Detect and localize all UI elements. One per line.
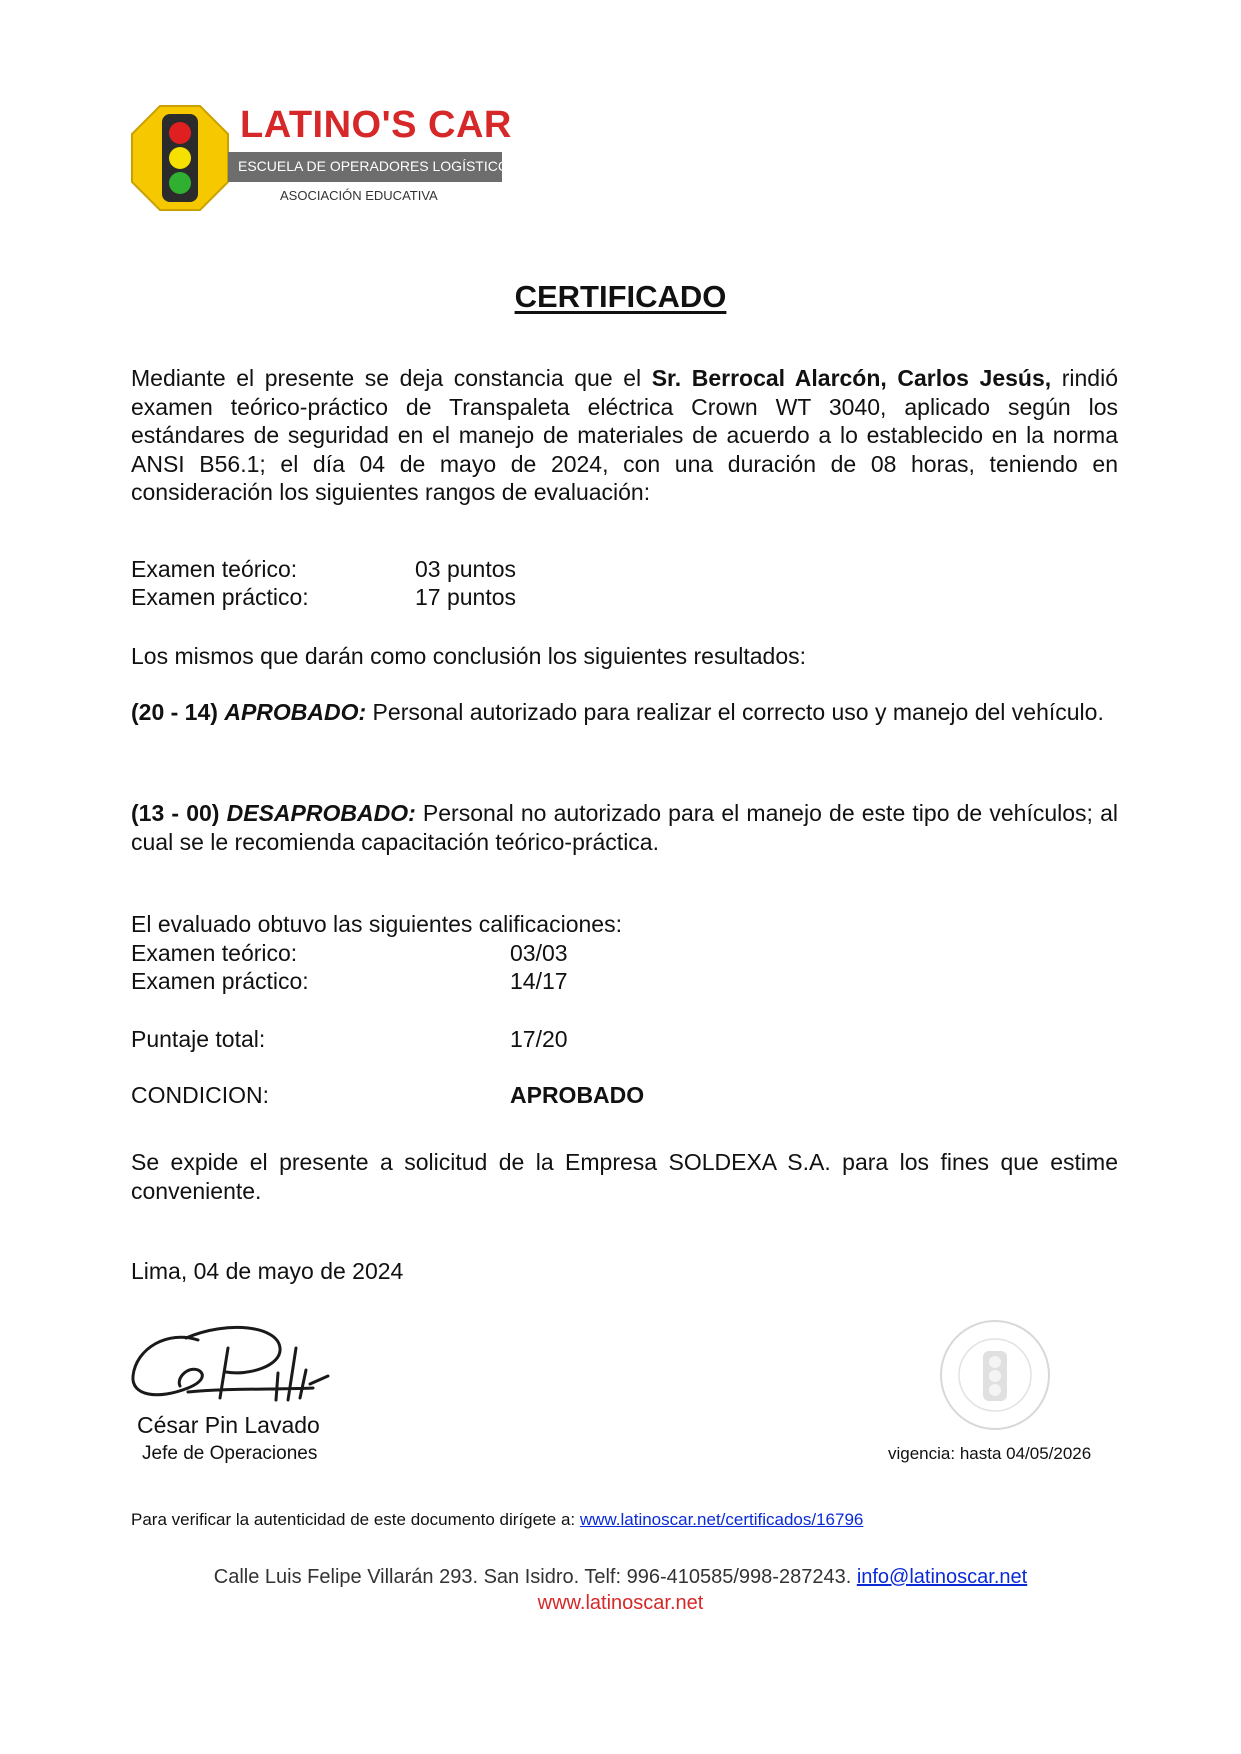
recipient-name: Sr. Berrocal Alarcón, Carlos Jesús,	[651, 365, 1052, 391]
verify-line	[131, 1510, 863, 1530]
verify-text: Para verificar la autenticidad de este documento dirígete a:	[131, 1510, 580, 1529]
failed-range: (13 - 00)	[131, 800, 220, 826]
footer-email-link[interactable]: info@latinoscar.net	[856, 1566, 1028, 1588]
grade-label-theory: Examen teórico:	[131, 940, 298, 966]
grade-value-theory: 03/03	[510, 940, 568, 966]
failed-label: DESAPROBADO:	[226, 800, 416, 826]
footer-address-line	[0, 1566, 1241, 1589]
traffic-light-icon	[130, 104, 230, 212]
approved-paragraph	[131, 698, 1118, 727]
failed-text: Personal no autorizado para el manejo de este tipo de vehículos; al cual se le recomienda capacitación teórico-práctica.	[131, 800, 1119, 855]
range-value-practice: 17 puntos	[415, 584, 517, 610]
company-logo	[130, 104, 519, 212]
grades-intro: El evaluado obtuvo las siguientes calificaciones:	[131, 911, 622, 937]
approved-range: (20 - 14)	[131, 699, 218, 725]
issued-paragraph: Se expide el presente a solicitud de la Empresa SOLDEXA S.A. para los fines que estime conveniente.	[131, 1149, 1118, 1204]
watermark-seal-icon	[935, 1315, 1055, 1435]
range-value-theory: 03 puntos	[415, 556, 517, 582]
range-label-theory: Examen teórico:	[131, 556, 298, 582]
signer-role: Jefe de Operaciones	[142, 1443, 318, 1464]
document-title: CERTIFICADO	[514, 279, 727, 314]
condition-value: APROBADO	[510, 1082, 645, 1108]
signer-name: César Pin Lavado	[137, 1412, 320, 1438]
approved-text: Personal autorizado para realizar el correcto uso y manejo del vehículo.	[366, 699, 1104, 725]
condition-label: CONDICION:	[131, 1082, 269, 1108]
intro-paragraph	[131, 364, 1118, 507]
place-date: Lima, 04 de mayo de 2024	[131, 1258, 404, 1284]
grade-label-practice: Examen práctico:	[131, 968, 309, 994]
range-label-practice: Examen práctico:	[131, 584, 309, 610]
logo-tagline: ASOCIACIÓN EDUCATIVA	[280, 188, 438, 203]
failed-paragraph	[131, 799, 1118, 856]
total-value: 17/20	[510, 1026, 568, 1052]
grade-value-practice: 14/17	[510, 968, 568, 994]
approved-label: APROBADO:	[224, 699, 367, 725]
intro-prefix: Mediante el presente se deja constancia que el	[131, 365, 652, 391]
conclusion-intro: Los mismos que darán como conclusión los siguientes resultados:	[131, 643, 807, 669]
validity-text: vigencia: hasta 04/05/2026	[888, 1444, 1092, 1463]
total-label: Puntaje total:	[131, 1026, 266, 1052]
footer-website[interactable]: www.latinoscar.net	[537, 1592, 704, 1614]
logo-subtitle: ESCUELA DE OPERADORES LOGÍSTICOS	[238, 158, 519, 174]
footer-address: Calle Luis Felipe Villarán 293. San Isidro. Telf: 996-410585/998-287243.	[213, 1566, 857, 1588]
signature-image	[128, 1318, 348, 1418]
logo-title: LATINO'S CAR	[240, 104, 512, 146]
intro-body: rindió examen teórico-práctico de Transpaleta eléctrica Crown WT 3040, aplicado según los estándares de seguridad en el manejo de materiales de acuerdo a lo establecido en la norma ANSI B56.1; el día 04 de mayo de 2024, con una duración de 08 horas, teniendo en consideración los siguientes rangos de evaluación:	[131, 365, 1118, 505]
verify-link[interactable]: www.latinoscar.net/certificados/16796	[579, 1510, 864, 1529]
